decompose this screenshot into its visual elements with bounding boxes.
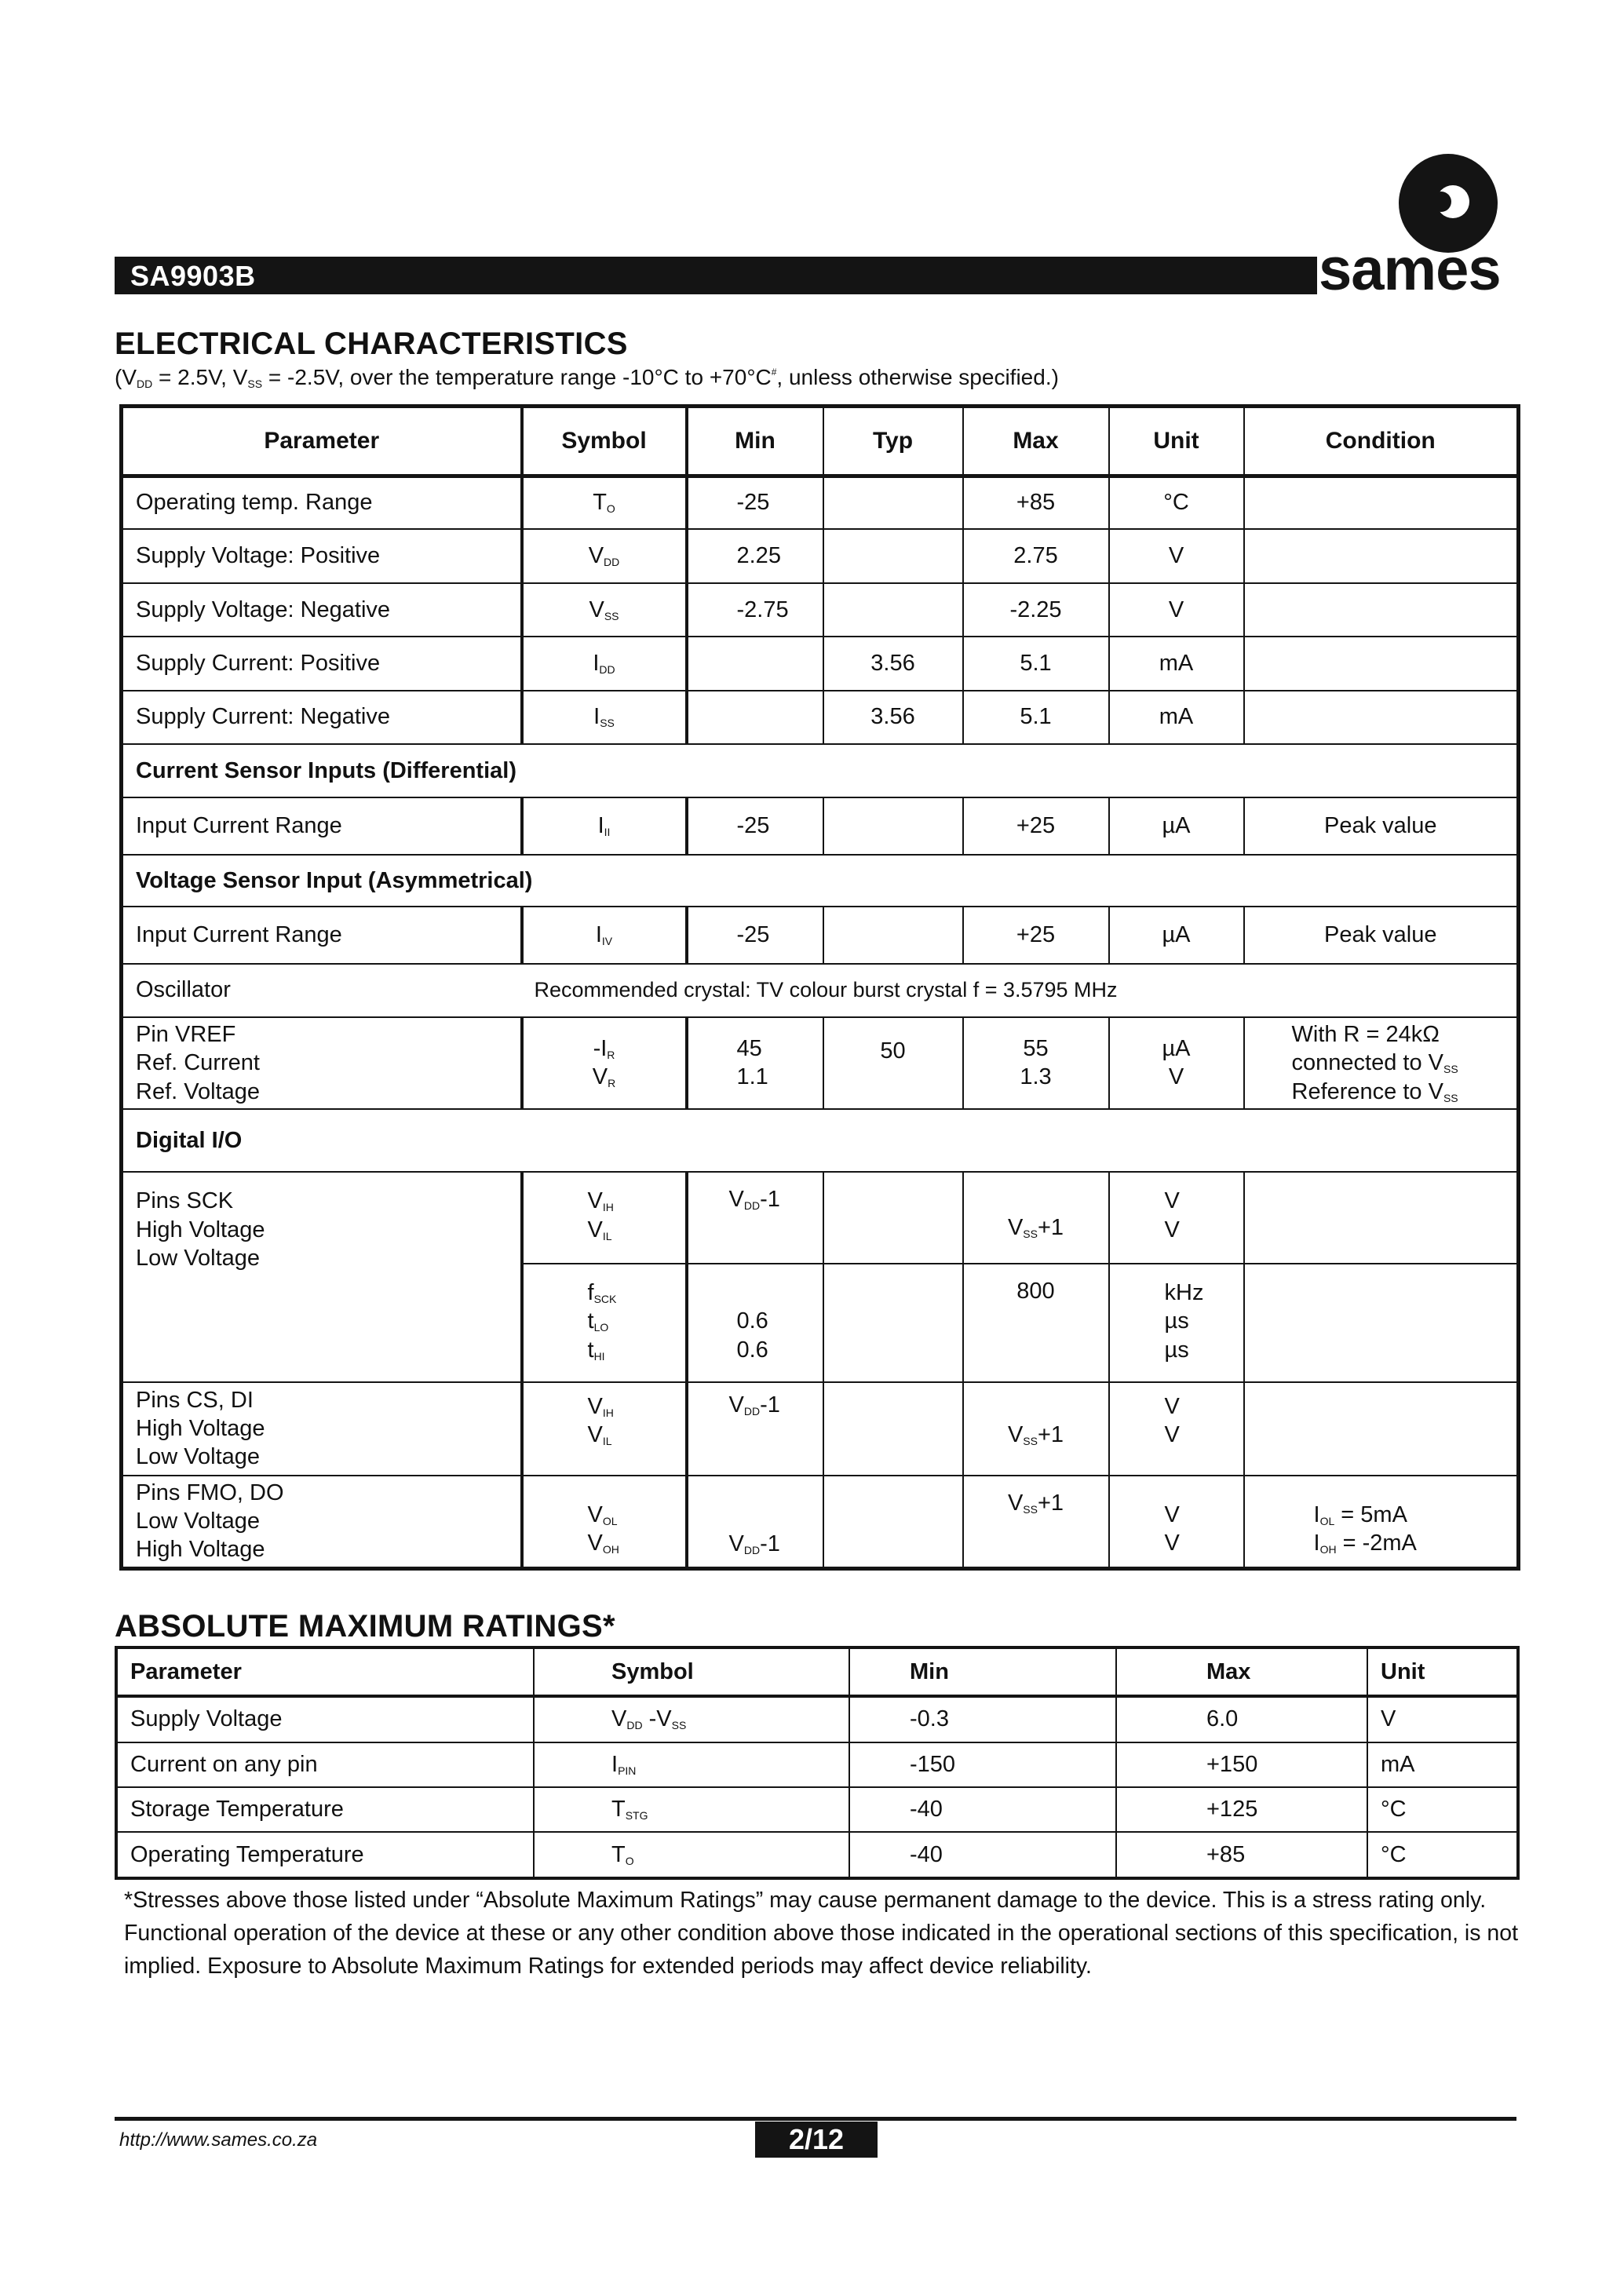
min-cell: -40 (849, 1832, 1116, 1878)
table-header-row (116, 1647, 1518, 1696)
condition-cell (1244, 1172, 1519, 1264)
unit-cell: V V (1109, 1382, 1244, 1476)
electrical-characteristics-table (119, 404, 1520, 1571)
typ-cell (823, 529, 963, 582)
table-row (122, 691, 1519, 744)
col-header-parameter: Parameter (116, 1647, 534, 1696)
table-row (116, 1787, 1518, 1832)
unit-cell: V (1109, 529, 1244, 582)
logo-crescent-icon (1436, 185, 1469, 218)
symbol-cell: $V_{IH}$ $V_{IL}$ (522, 1172, 687, 1264)
condition-cell (1244, 476, 1519, 529)
col-header-unit: Unit (1109, 407, 1244, 476)
symbol-cell: $T_O$ (534, 1832, 849, 1878)
condition-cell (1244, 583, 1519, 637)
unit-cell: V V (1109, 1476, 1244, 1569)
condition-cell (1244, 1382, 1519, 1476)
condition-cell: $I_{OL} = 5mA$ $I_{OH} = -2mA$ (1244, 1476, 1519, 1569)
symbol-cell: $I_{PIN}$ (534, 1742, 849, 1787)
group-row-voltage-sensor (122, 855, 1519, 907)
min-cell: -0.3 (849, 1696, 1116, 1742)
table-row (116, 1696, 1518, 1742)
col-header-max: Max (1116, 1647, 1367, 1696)
max-cell: +125 (1116, 1787, 1367, 1832)
table-row (122, 907, 1519, 963)
condition-cell: Peak value (1244, 797, 1519, 854)
typ-cell (823, 1172, 963, 1264)
col-header-condition: Condition (1244, 407, 1519, 476)
min-cell: 2.25 (687, 529, 823, 582)
max-cell: 5.1 (963, 691, 1109, 744)
symbol-cell: $I_{II}$ (522, 797, 687, 854)
min-cell: -25 (687, 797, 823, 854)
unit-cell: µA (1109, 797, 1244, 854)
min-cell: -2.75 (687, 583, 823, 637)
max-cell: 2.75 (963, 529, 1109, 582)
max-cell: $V_{SS}+1$ (963, 1172, 1109, 1264)
max-cell: +85 (1116, 1832, 1367, 1878)
unit-cell: V (1367, 1696, 1518, 1742)
min-cell (687, 637, 823, 690)
param-cell: Oscillator (122, 964, 522, 1017)
vref-row (122, 1017, 1519, 1109)
unit-cell: °C (1367, 1832, 1518, 1878)
min-cell: -40 (849, 1787, 1116, 1832)
max-cell: 5.1 (963, 637, 1109, 690)
unit-cell: mA (1367, 1742, 1518, 1787)
max-cell: +150 (1116, 1742, 1367, 1787)
group-row-current-sensor (122, 744, 1519, 797)
typ-cell (823, 1264, 963, 1382)
typ-cell (823, 1382, 963, 1476)
oscillator-note: Recommended crystal: TV colour burst crystal f = 3.5795 MHz (522, 964, 1519, 1017)
csdi-row (122, 1382, 1519, 1476)
condition-cell (1244, 691, 1519, 744)
symbol-cell: $V_{SS}$ (522, 583, 687, 637)
unit-cell: V V (1109, 1172, 1244, 1264)
col-header-max: Max (963, 407, 1109, 476)
col-header-min: Min (687, 407, 823, 476)
fmodo-row (122, 1476, 1519, 1569)
table-row (122, 583, 1519, 637)
condition-cell (1244, 637, 1519, 690)
condition-cell: With R = 24kΩ connected to $V_{SS}$ Reference to $V_{SS}$ (1244, 1017, 1519, 1109)
group-row-digital-io (122, 1109, 1519, 1172)
col-header-symbol: Symbol (534, 1647, 849, 1696)
param-cell: Supply Voltage: Positive (122, 529, 522, 582)
symbol-cell: $T_{STG}$ (534, 1787, 849, 1832)
col-header-symbol: Symbol (522, 407, 687, 476)
electrical-characteristics-title: ELECTRICAL CHARACTERISTICS (115, 327, 628, 361)
table-row (116, 1832, 1518, 1878)
col-header-min: Min (849, 1647, 1116, 1696)
table-row (122, 529, 1519, 582)
footer-url-link[interactable]: http://www.sames.co.za (119, 2129, 318, 2151)
sck-row (122, 1172, 1519, 1264)
param-cell: Operating Temperature (116, 1832, 534, 1878)
table-row (116, 1742, 1518, 1787)
unit-cell: V (1109, 583, 1244, 637)
max-cell: +25 (963, 797, 1109, 854)
symbol-cell: $I_{DD}$ (522, 637, 687, 690)
logo-wordmark: sames (1319, 236, 1501, 303)
table-header-row (122, 407, 1519, 476)
max-cell: 6.0 (1116, 1696, 1367, 1742)
param-cell: Input Current Range (122, 907, 522, 963)
param-cell: Operating temp. Range (122, 476, 522, 529)
max-cell: -2.25 (963, 583, 1109, 637)
symbol-cell: $V_{IH}$ $V_{IL}$ (522, 1382, 687, 1476)
symbol-cell: $V_{OL}$ $V_{OH}$ (522, 1476, 687, 1569)
min-cell: 0.6 0.6 (687, 1264, 823, 1382)
min-cell: 45 1.1 (687, 1017, 823, 1109)
col-header-parameter: Parameter (122, 407, 522, 476)
unit-cell: µA V (1109, 1017, 1244, 1109)
absolute-maximum-ratings-table (115, 1646, 1520, 1880)
typ-cell (823, 907, 963, 963)
min-cell: $V_{DD}-1$ (687, 1382, 823, 1476)
electrical-conditions-note: ($V_{DD} = 2.5V$, $V_{SS} = -2.5V$, over the temperature range -10°C to +70°C#, unless otherwise specified.) (115, 365, 1059, 390)
param-cell: Pin VREF Ref. Current Ref. Voltage (122, 1017, 522, 1109)
unit-cell: kHz µs µs (1109, 1264, 1244, 1382)
symbol-cell: $-I_R$ $V_R$ (522, 1017, 687, 1109)
typ-cell (823, 583, 963, 637)
col-header-typ: Typ (823, 407, 963, 476)
symbol-cell: $V_{DD}$ (522, 529, 687, 582)
symbol-cell: $I_{SS}$ (522, 691, 687, 744)
min-cell: -25 (687, 907, 823, 963)
table-row (122, 476, 1519, 529)
condition-cell: Peak value (1244, 907, 1519, 963)
param-cell: Input Current Range (122, 797, 522, 854)
max-cell: $V_{SS}+1$ (963, 1382, 1109, 1476)
unit-cell: mA (1109, 637, 1244, 690)
symbol-cell: $V_{DD}$ $-V_{SS}$ (534, 1696, 849, 1742)
param-cell: Current on any pin (116, 1742, 534, 1787)
unit-cell: mA (1109, 691, 1244, 744)
unit-cell: °C (1109, 476, 1244, 529)
footer-divider (115, 2117, 1516, 2121)
max-cell: 800 (963, 1264, 1109, 1382)
param-cell: Supply Current: Positive (122, 637, 522, 690)
stress-footnote: *Stresses above those listed under “Absolute Maximum Ratings” may cause permanent damage to the device. This is a stress rating only. Functional operation of the device at these or any other condition above those indicated in the operational sections of this specification, is not implied. Exposure to Absolute Maximum Ratings for extended periods may affect device reliability. (124, 1888, 1519, 1979)
typ-cell: 3.56 (823, 691, 963, 744)
typ-cell (823, 1476, 963, 1569)
max-cell: +25 (963, 907, 1109, 963)
col-header-unit: Unit (1367, 1647, 1518, 1696)
table-row (122, 637, 1519, 690)
min-cell: $V_{DD}-1$ (687, 1476, 823, 1569)
group-label: Current Sensor Inputs (Differential) (122, 744, 1519, 797)
min-cell (687, 691, 823, 744)
document-title: SA9903B (130, 260, 256, 292)
typ-cell: 50 (823, 1017, 963, 1109)
min-cell: -25 (687, 476, 823, 529)
max-cell: +85 (963, 476, 1109, 529)
param-cell: Pins CS, DI High Voltage Low Voltage (122, 1382, 522, 1476)
typ-cell (823, 476, 963, 529)
page-number: 2/12 (755, 2122, 878, 2158)
param-cell: Supply Voltage: Negative (122, 583, 522, 637)
max-cell: 55 1.3 (963, 1017, 1109, 1109)
param-cell: Pins FMO, DO Low Voltage High Voltage (122, 1476, 522, 1569)
unit-cell: µA (1109, 907, 1244, 963)
condition-cell (1244, 1264, 1519, 1382)
unit-cell: °C (1367, 1787, 1518, 1832)
param-cell: Pins SCK High Voltage Low Voltage (122, 1172, 522, 1382)
absolute-maximum-ratings-title: ABSOLUTE MAXIMUM RATINGS* (115, 1609, 615, 1644)
typ-cell (823, 797, 963, 854)
param-cell: Storage Temperature (116, 1787, 534, 1832)
table-row (122, 797, 1519, 854)
symbol-cell: $T_O$ (522, 476, 687, 529)
param-cell: Supply Voltage (116, 1696, 534, 1742)
max-cell: $V_{SS}+1$ (963, 1476, 1109, 1569)
title-bar (115, 257, 1317, 294)
param-cell: Supply Current: Negative (122, 691, 522, 744)
group-label: Digital I/O (122, 1109, 1519, 1172)
symbol-cell: $f_{SCK}$ $t_{LO}$ $t_{HI}$ (522, 1264, 687, 1382)
condition-cell (1244, 529, 1519, 582)
oscillator-row (122, 964, 1519, 1017)
typ-cell: 3.56 (823, 637, 963, 690)
symbol-cell: $I_{IV}$ (522, 907, 687, 963)
min-cell: -150 (849, 1742, 1116, 1787)
group-label: Voltage Sensor Input (Asymmetrical) (122, 855, 1519, 907)
min-cell: $V_{DD}-1$ (687, 1172, 823, 1264)
